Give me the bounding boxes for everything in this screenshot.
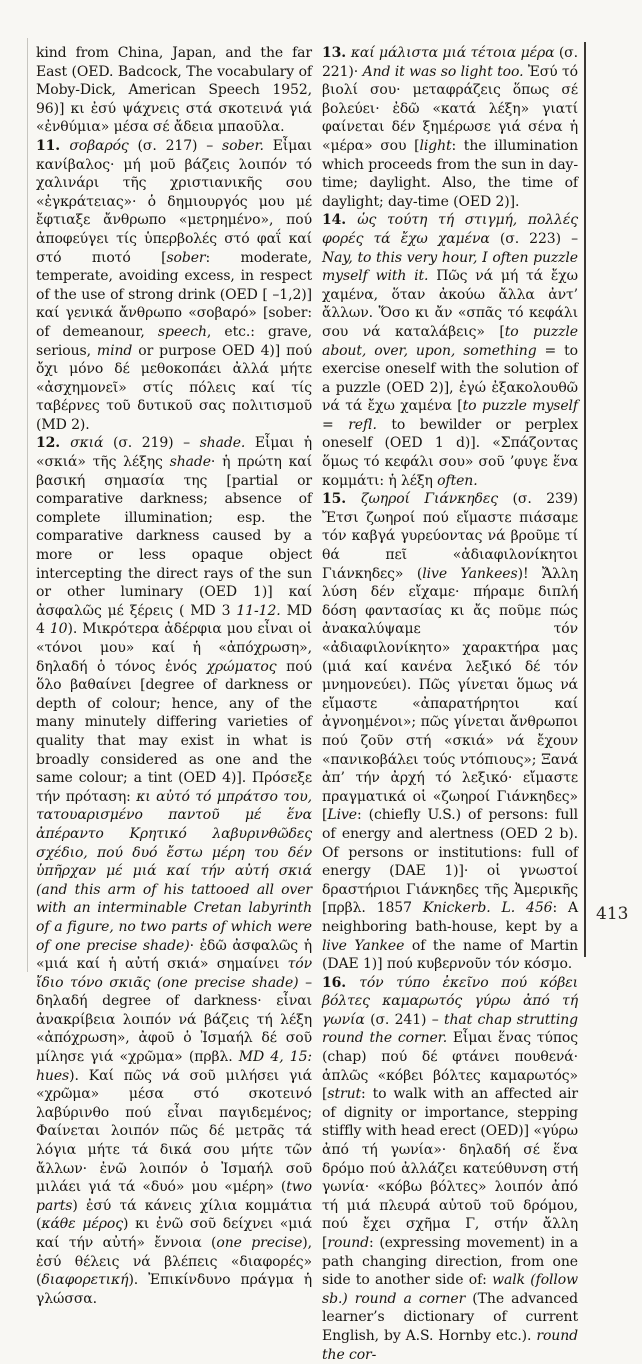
entry-paragraph: 15. ζωηροί Γιάνκηδες (σ. 239) Ἔτσι ζωηροί πού εἴμαστε πιάσαμε τόν καβγά γυρεύοντας νά βροῦμε τί θά πεῖ «ἀδιαφιλονίκητοι Γιάνκηδες» (live Yankees)! Ἄλλη λύση δέν εἴχαμε· πήραμε διπλή δόση φαντασίας κι ἄς ποῦμε πώς ἀνακαλύψαμε τόν «ἀδιαφιλονίκητο» χαρακτήρα μας (μιά καί κανένα λεξικό δέ τόν μνημονεύει). Πῶς γίνεται ὅμως νά εἴμαστε «ἀπαρατήρητοι καί ἀγνοημένοι»; πῶς γίνεται ἄνθρωποι πού ζοῦν στή «σκιά» νά ἔχουν «πανικοβάλει τούς ντόπιους»; Ξανά ἀπ’ τήν ἀρχή τό λεξικό· εἴμαστε πραγματικά οἱ «ζωηροί Γιάνκηδες» [Live: (chiefly U.S.) of persons: full of energy and alertness (OED 2 b). Of persons or institutions: full of energy (DAE 1)]· οἱ γνωστοί δραστήριοι Γιάνκηδες τῆς Ἀμερικῆς [πρβλ. 1857 Knickerb. L. 456: A neighboring bath-house, kept by a live Yankee of the name of Martin (DAE 1)] πού κυβερνοῦν τόν κόσμο. [322, 491, 579, 973]
left-text-column [36, 44, 312, 1308]
page-number-rule [584, 42, 586, 957]
entry-paragraph: 11. σοβαρός (σ. 217) – sober. Εἶμαι κανίβαλος· μή μοῦ βάζεις λοιπόν τό χαλινάρι τῆς χριστιανικῆς σου «ἐγκράτειας»· ὁ δημιουργός μου μέ ἔφτιαξε ἄνθρωπο «μετρημένο», πού ἀποφεύγει τίς ὑπερβολές στό φαΐ καί στό πιοτό [sober: moderate, temperate, avoiding excess, in respect of the use of strong drink (OED [ –1,2)] καί γενικά ἄνθρωπο «σοβαρό» [sober: of demeanour, speech, etc.: grave, serious, mind or purpose OED 4)] πού ὄχι μόνο δέ μεθοκοπάει ἀλλά μήτε «ἀσχημονεῖ» στίς πόλεις καί τίς ταβέρνες τοῦ δυτικοῦ σας πολιτισμοῦ (MD 2). [36, 137, 312, 433]
entry-paragraph: 14. ὡς τούτη τή στιγμή, πολλές φορές τά ἔχω χαμένα (σ. 223) – Nay, to this very hour, I often puzzle myself with it. Πῶς νά μή τά ἔχω χαμένα, ὅταν ἀκούω ἄλλα ἀντ’ ἄλλων. Ὅσο κι ἄν «σπᾶς τό κεφάλι σου νά καταλάβεις» [to puzzle about, over, upon, something = to exercise oneself with the solution of a puzzle (OED 2)], ἐγώ ἐξακολουθῶ νά τά ἔχω χαμένα [to puzzle myself = refl. to bewilder or perplex oneself (OED 1 d)]. «Σπάζοντας ὅμως τό κεφάλι σου» σοῦ ’φυγε ἕνα κομμάτι: ἡ λέξη often. [322, 212, 578, 489]
entry-paragraph: 13. καί μάλιστα μιά τέτοια μέρα (σ. 221)· And it was so light too. Ἐσύ τό βιολί σου· μεταφράζεις ὅπως σέ βολεύει· ἐδῶ «κατά λέξη» γιατί φαίνεται δέν ξημέρωσε γιά σένα ἡ «μέρα» σου [light: the illumination which proceeds from the sun in day-time; daylight. Also, the time of daylight; day-time (OED 2)]. [322, 45, 578, 210]
page-number: 413 [596, 904, 629, 924]
entry-paragraph: 12. σκιά (σ. 219) – shade. Εἶμαι ἡ «σκιά» τῆς λέξης shade· ἡ πρώτη καί βασική σημασία της [partial or comparative darkness; absence of complete illumination; esp. the comparative darkness caused by a more or less opaque object intercepting the direct rays of the sun or other luminary (OED 1)] καί ἀσφαλῶς μέ ξέρεις ( MD 3 11-12. MD 4 10). Μικρότερα ἀδέρφια μου εἶναι οἱ «τόνοι μου» καί ἡ «ἀπόχρωση», δηλαδή ὁ τόνος ἑνός χρώματος πού ὅλο βαθαίνει [degree of darkness or depth of colour; hence, any of the many minutely differing varieties of quality that may exist in what is broadly considered as one and the same colour; a tint (OED 4)]. Πρόσεξε τήν πρόταση: κι αὐτό τό μπράτσο του, τατουαρισμένο παντοῦ μέ ἕνα ἀπέραντο Κρητικό λαβυρινθῶδες σχέδιο, πού δυό ἔστω μέρη του δέν ὑπῆρχαν μέ μιά καί τήν αὐτή σκιά (and this arm of his tattooed all over with an interminable Cretan labyrinth of a figure, no two parts of which were of one precise shade)· ἐδῶ ἀσφαλῶς ἡ «μιά καί ἡ αὐτή σκιά» σημαίνει τόν ἴδιο τόνο σκιᾶς (one precise shade) – δηλαδή degree of darkness· εἶναι ἀνακρίβεια λοιπόν νά βάζεις τή λέξη «ἀπόχρωση», ἀφοῦ ὁ Ἰσμαήλ δέ σοῦ μίλησε γιά «χρῶμα» (πρβλ. MD 4, 15: hues). Καί πῶς νά σοῦ μιλήσει γιά «χρῶμα» μέσα στό σκοτεινό λαβύρινθο πού εἶναι παγιδεμένος; Φαίνεται λοιπόν πῶς δέ μετρᾶς τά λόγια μήτε τά δικά σου μήτε τῶν ἄλλων· ἐνῶ λοιπόν ὁ Ἰσμαήλ σοῦ μιλάει γιά τά «δυό» μου «μέρη» (two parts) ἐσύ τά κάνεις χίλια κομμάτια (κάθε μέρος) κι ἐνῶ σοῦ δείχνει «μιά καί τήν αὐτή» ἔννοια (one precise), ἐσύ θέλεις νά βλέπεις «διαφορές» (διαφορετική). Ἐπικίνδυνο πράγμα ἡ γλώσσα. [36, 435, 313, 1307]
entry-paragraph: 16. τόν τύπο ἐκεῖνο πού κόβει βόλτες καμαρωτός γύρω ἀπό τή γωνία (σ. 241) – that chap strutting round the corner. Εἶμαι ἕνας τύπος (chap) πού δέ φτάνει πουθενά· ἁπλῶς «κόβει βόλτες καμαρωτός» [strut: to walk with an affected air of dignity or importance, stepping stiffly with head erect (OED)] «γύρω ἀπό τή γωνία»· δηλαδή σέ ἕνα δρόμο πού ἀλλάζει κατεύθυνση στή γωνία· «κόβω βόλτες» λοιπόν ἀπό τή μιά πλευρά αὐτοῦ τοῦ δρόμου, πού ἔχει σχῆμα Γ, στήν ἄλλη [round: (expressing movement) in a path changing direction, from one side to another side of: walk (follow sb.) round a corner (The advanced learner’s dictionary of current English, by A.S. Hornby etc.). round the cor- [322, 974, 578, 1363]
entry-paragraph: kind from China, Japan, and the far East (OED. Badcock, The vocabulary of Moby-Dick, American Speech 1952, 96)] κι ἐσύ ψάχνεις στά σκοτεινά γιά «ἐνθύμια» μέσα σέ ἄδεια μπαοῦλα. [36, 45, 312, 136]
left-margin-rule [27, 38, 28, 972]
right-text-column [322, 44, 578, 1364]
